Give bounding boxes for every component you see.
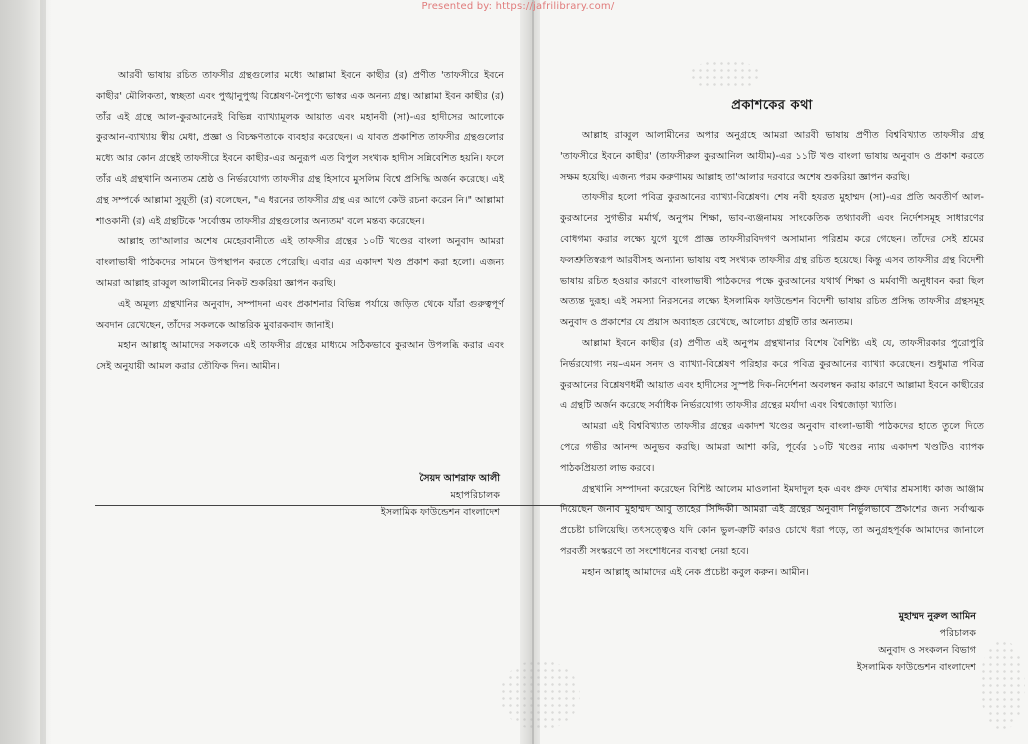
signatory-designation: পরিচালক [939,628,976,639]
scan-noise [980,640,1025,730]
page-title: প্রকাশকের কথা [731,98,813,113]
scan-noise [500,660,580,730]
binding-shadow [40,0,46,744]
signatory-designation: মহাপরিচালক [450,490,500,501]
left-signature-block [300,470,500,521]
signatory-name: সৈয়দ আশরাফ আলী [419,473,500,484]
signatory-name: মুহাম্মদ নুরুল আমিন [898,611,976,622]
right-signature-block [760,608,976,676]
paragraph: আল্লামা ইবনে কাছীর (র) প্রণীত এই অনুপম গ্রন্থখানার বিশেষ বৈশিষ্ট্য এই যে, তাফসীরকার পুরোপুরি নির্ভরযোগ্য নয়–এমন সনদ ও ব্যাখ্যা-বিশ্লেষণ পরিহার করে পবিত্র কুরআনের ব্যাখ্যা করেছেন। শুধুমাত্র পবিত্র কুরআনের বিশ্লেষণধর্মী আয়াত এবং হাদীসের সুস্পষ্ট দিক-নির্দেশনা অবলম্বন করায় কারণে আল্লামা ইবনে কাছীরের এ গ্রন্থটি অর্জন করেছে সর্বাধিক নির্ভরযোগ্য তাফসীর গ্রন্থের মর্যাদা এবং বিশ্বজোড়া খ্যাতি। [560,337,984,412]
scan-noise [690,60,760,90]
paragraph: আল্লাহ তা'আলার অশেষ মেহেরবানীতে এই তাফসীর গ্রন্থের ১০টি খণ্ডের বাংলা অনুবাদ আমরা বাংলাভাষী পাঠকদের সামনে উপস্থাপন করতে পেরেছি। এবার এর একাদশ খণ্ড প্রকাশ করা হলো। এজন্য আমরা আল্লাহ রাব্বুল আলামীনের নিকট শুকরিয়া জ্ঞাপন করছি। [96,236,504,289]
paragraph: আল্লাহ রাব্বুল আলামীনের অপার অনুগ্রহে আমরা আরবী ভাষায় প্রণীত বিশ্ববিখ্যাত তাফসীর গ্রন্থ 'তাফসীরে ইবনে কাছীর' (তাফসীরুল কুরআনিল আযীম)-এর ১১টি খণ্ড বাংলা ভাষায় অনুবাদ ও প্রকাশ করতে সক্ষম হয়েছি। এজন্য পরম করুণাময় আল্লাহ তা'আলার দরবারে অশেষ শুকরিয়া জ্ঞাপন করছি। [560,130,984,183]
paragraph: তাফসীর হলো পবিত্র কুরআনের ব্যাখ্যা-বিশ্লেষণ। শেষ নবী হযরত মুহাম্মদ (সা)-এর প্রতি অবতীর্ণ আল-কুরআনের সুগভীর মর্মার্থ, অনুপম শিক্ষা, ভাব-ব্যঞ্জনাময় সাংকেতিক তথ্যাবলী এবং নির্দেশসমূহ সাধারণের বোধগম্য করার লক্ষ্যে যুগে যুগে প্রাজ্ঞ তাফসীরবিদগণ অসামান্য পরিশ্রম করে গেছেন। তাঁদের সেই শ্রমের ফলশ্রুতিস্বরূপ আরবীসহ অন্যান্য ভাষায় বহু সংখ্যক তাফসীর গ্রন্থ রচিত হয়েছে। কিন্তু এসব তাফসীর গ্রন্থ বিদেশী ভাষায় রচিত হওয়ার কারণে বাংলাভাষী পাঠকদের পক্ষে কুরআনের যথার্থ শিক্ষা ও মর্মবাণী অনুধাবন করা ছিল অত্যন্ত দুরূহ। এই সমস্যা নিরসনের লক্ষ্যে ইসলামিক ফাউন্ডেশন বিদেশী ভাষায় রচিত প্রসিদ্ধ তাফসীর গ্রন্থসমূহ অনুবাদ ও প্রকাশের যে প্রয়াস অব্যাহত রেখেছে, আলোচ্য গ্রন্থটি তার অন্যতম। [560,192,984,329]
paragraph: এই অমূল্য গ্রন্থখানির অনুবাদ, সম্পাদনা এবং প্রকাশনার বিভিন্ন পর্যায়ে জড়িত থেকে যাঁরা গুরুত্বপূর্ণ অবদান রেখেছেন, তাঁদের সকলকে আন্তরিক মুবারকবাদ জানাই। [96,298,504,331]
right-page-body [560,126,984,584]
signatory-department: অনুবাদ ও সংকলন বিভাগ [878,645,976,656]
left-page-body [96,66,504,378]
paragraph: মহান আল্লাহ্ আমাদের সকলকে এই তাফসীর গ্রন্থের মাধ্যমে সঠিকভাবে কুরআন উপলব্ধি করার এবং সেই অনুযায়ী আমল করার তৌফিক দিন। আমীন। [96,340,504,373]
signatory-organization: ইসলামিক ফাউন্ডেশন বাংলাদেশ [380,507,500,518]
watermark-url[interactable]: Presented by: https://jafrilibrary.com/ [421,1,615,12]
paragraph: আরবী ভাষায় রচিত তাফসীর গ্রন্থগুলোর মধ্যে আল্লামা ইবনে কাছীর (র) প্রণীত 'তাফসীরে ইবনে কাছীর' মৌলিকতা, স্বচ্ছতা এবং পুঙ্খানুপুঙ্খ বিশ্লেষণ-নৈপুণ্যে ভাস্বর এক অনন্য গ্রন্থ। আল্লামা ইবন কাছীর (র) তাঁর এই গ্রন্থে আল-কুরআনেরই বিভিন্ন ব্যাখ্যামূলক আয়াত এবং মহানবী (সা)-এর হাদীসের আলোকে কুরআন-ব্যাখ্যায় স্বীয় মেধা, প্রজ্ঞা ও বিচক্ষণতাকে ব্যবহার করেছেন। এ যাবত প্রকাশিত তাফসীর গ্রন্থগুলোর মধ্যে আর কোন গ্রন্থেই তাফসীরে ইবনে কাছীর-এর অনুরূপ এত বিপুল সংখ্যক হাদীস সন্নিবেশিত হয়নি। ফলে তাঁর এই গ্রন্থখানি অন্যতম শ্রেষ্ঠ ও নির্ভরযোগ্য তাফসীর গ্রন্থ হিসাবে মুসলিম বিশ্বে প্রসিদ্ধি অর্জন করেছে। এই গ্রন্থ সম্পর্কে আল্লামা সুয়ূতী (র) বলেছেন, "এ ধরনের তাফসীর গ্রন্থ এর আগে কেউ রচনা করেন নি।" আল্লামা শাওকানী (র) এই গ্রন্থটিকে 'সর্বোত্তম তাফসীর গ্রন্থগুলোর অন্যতম' বলে মন্তব্য করেছেন। [96,70,504,227]
paragraph: আমরা এই বিশ্ববিখ্যাত তাফসীর গ্রন্থের একাদশ খণ্ডের অনুবাদ বাংলা-ভাষী পাঠকদের হাতে তুলে দিতে পেরে গভীর আনন্দ অনুভব করছি। আমরা আশা করি, পূর্বের ১০টি খণ্ডের ন্যায় একাদশ খণ্ডটিও ব্যাপক পাঠকপ্রিয়তা লাভ করবে। [560,421,984,474]
paragraph: গ্রন্থখানি সম্পাদনা করেছেন বিশিষ্ট আলেম মাওলানা ইমদাদুল হক এবং প্রুফ দেখার শ্রমসাধ্য কাজ আঞ্জাম দিয়েছেন জনাব মুহাম্মদ আবু তাহের সিদ্দিকী। আমরা এই গ্রন্থের অনুবাদ নির্ভুলভাবে প্রকাশের জন্য সর্বাত্মক প্রচেষ্টা চালিয়েছি। তৎসত্ত্বেও যদি কোন ভুল-ত্রুটি কারও চোখে ধরা পড়ে, তা অনুগ্রহপূর্বক আমাদের জানালে পরবর্তী সংস্করণে তা সংশোধনের ব্যবস্থা নেয়া হবে। [560,483,984,557]
spine-crease [532,0,534,744]
paragraph: মহান আল্লাহ্ আমাদের এই নেক প্রচেষ্টা কবুল করুন। আমীন। [582,566,809,578]
book-spine [520,0,540,744]
signatory-organization: ইসলামিক ফাউন্ডেশন বাংলাদেশ [856,662,976,673]
